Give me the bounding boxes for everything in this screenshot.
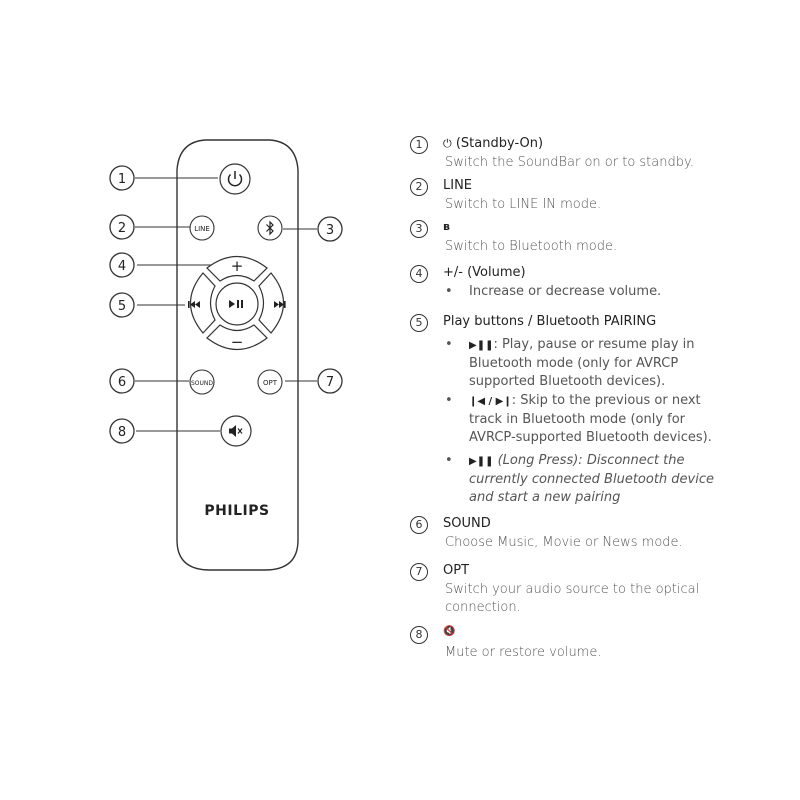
item-description: Switch to Bluetooth mode. — [445, 239, 618, 254]
item-number: 5 — [410, 314, 428, 332]
item-heading: OPT — [443, 563, 470, 578]
item-5: 5 Play buttons / Bluetooth PAIRING • ▶❚❚: Play, pause or resume play in Bluetooth mode (only for AVRCP supported Bluetooth devices). • ❙◀ / ▶❙: Skip to the previous or next track in Bluetooth mode (only for AVRCP-supported Bluetooth devices). • ▶❚❚ (Long Press): Disconnect the currently connected Bluetooth device and start a new pairing — [410, 314, 800, 514]
callout-1: 1 — [117, 172, 127, 187]
skip-icon: ❙◀ / ▶❙ — [469, 396, 512, 407]
callout-2: 2 — [117, 221, 127, 236]
opt-button[interactable] — [258, 370, 282, 394]
item-heading: SOUND — [443, 516, 491, 531]
item-number: 7 — [410, 563, 428, 581]
power-icon: ⏻ — [443, 137, 452, 150]
bluetooth-icon: ʙ — [443, 220, 450, 233]
callout-7: 7 — [325, 375, 335, 390]
minus-icon: − — [230, 333, 244, 351]
callout-8: 8 — [117, 425, 127, 440]
item-number: 1 — [410, 136, 428, 154]
item-heading: Play buttons / Bluetooth PAIRING — [443, 314, 657, 329]
callout-5: 5 — [117, 299, 127, 314]
item-description: Switch to LINE IN mode. — [445, 197, 602, 212]
item-3 — [410, 220, 800, 260]
bluetooth-button[interactable] — [258, 216, 282, 240]
item-4: 4 +/- (Volume) • Increase or decrease volume. — [410, 265, 800, 305]
item-description: Switch the SoundBar on or to standby. — [445, 155, 694, 170]
item-number: 6 — [410, 516, 428, 534]
item-8 — [410, 626, 800, 666]
item-1 — [410, 136, 800, 176]
line-button[interactable] — [190, 216, 214, 240]
plus-icon: + — [230, 257, 244, 275]
item-7 — [410, 563, 800, 623]
callout-6: 6 — [117, 375, 127, 390]
brand-logo: PHILIPS — [204, 503, 270, 519]
item-number: 4 — [410, 265, 428, 283]
mute-button[interactable] — [221, 416, 251, 446]
item-description: Mute or restore volume. — [445, 645, 602, 660]
svg-text:OPT: OPT — [262, 379, 278, 387]
item-number: 3 — [410, 220, 428, 238]
item-number: 8 — [410, 626, 428, 644]
item-6 — [410, 516, 800, 556]
item-heading: LINE — [443, 178, 473, 193]
callout-3: 3 — [325, 223, 335, 238]
item-description: Switch your audio source to the optical connection. — [445, 582, 700, 615]
item-number: 2 — [410, 178, 428, 196]
item-2 — [410, 178, 800, 218]
item-description: Choose Music, Movie or News mode. — [445, 535, 683, 550]
item-heading: ⏻ (Standby-On) — [443, 136, 544, 151]
svg-text:SOUND: SOUND — [190, 380, 214, 387]
power-button[interactable] — [220, 164, 250, 194]
svg-text:LINE: LINE — [194, 225, 210, 233]
callout-4: 4 — [117, 259, 127, 274]
mute-icon: 🔇 — [443, 626, 456, 637]
play-pause-icon: ▶❚❚ — [469, 456, 494, 467]
play-pause-icon: ▶❚❚ — [469, 340, 494, 351]
item-heading: +/- (Volume) — [443, 265, 526, 280]
sound-button[interactable] — [190, 370, 214, 394]
